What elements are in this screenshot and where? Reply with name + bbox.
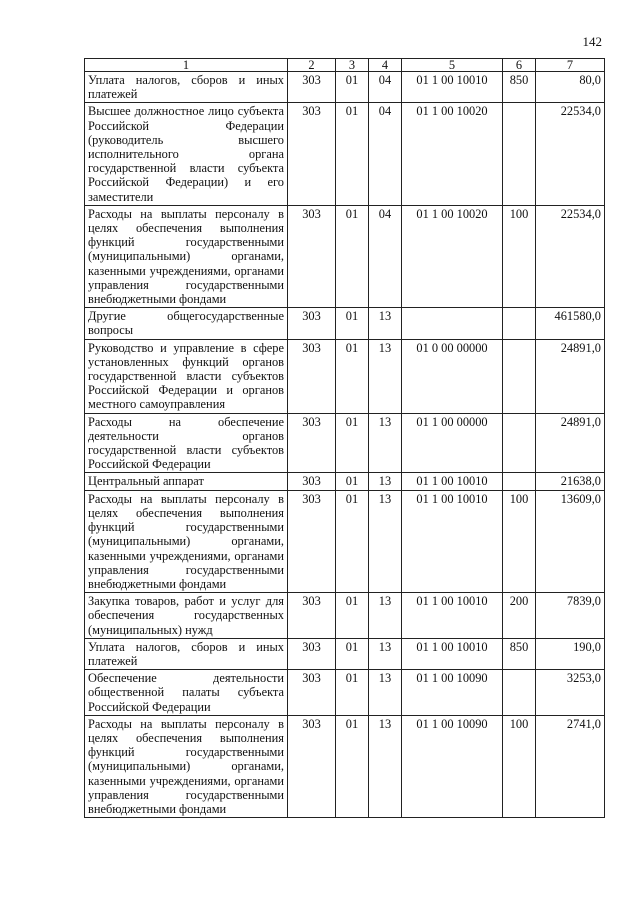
subsection-code-cell: 13 bbox=[369, 593, 402, 639]
subsection-code-cell: 13 bbox=[369, 413, 402, 473]
table-row bbox=[85, 103, 605, 205]
expense-name-cell: Другие общегосударственные вопросы bbox=[85, 308, 288, 339]
column-number-row bbox=[85, 59, 605, 72]
subsection-code-cell: 13 bbox=[369, 473, 402, 490]
amount-cell: 21638,0 bbox=[536, 473, 605, 490]
expense-type-cell: 850 bbox=[503, 638, 536, 669]
ministry-code-cell: 303 bbox=[288, 339, 336, 413]
ministry-code-cell: 303 bbox=[288, 473, 336, 490]
amount-cell: 24891,0 bbox=[536, 413, 605, 473]
section-code-cell: 01 bbox=[336, 308, 369, 339]
subsection-code-cell: 13 bbox=[369, 670, 402, 716]
amount-cell: 13609,0 bbox=[536, 490, 605, 592]
section-code-cell: 01 bbox=[336, 413, 369, 473]
target-article-cell: 01 1 00 10090 bbox=[402, 715, 503, 817]
expense-name-cell: Высшее должностное лицо субъекта Российской Федерации (руководитель высшего исполнительного органа государственной власти субъекта Российской Федерации) и его заместители bbox=[85, 103, 288, 205]
ministry-code-cell: 303 bbox=[288, 638, 336, 669]
target-article-cell: 01 1 00 10010 bbox=[402, 638, 503, 669]
ministry-code-cell: 303 bbox=[288, 490, 336, 592]
target-article-cell: 01 1 00 10010 bbox=[402, 593, 503, 639]
ministry-code-cell: 303 bbox=[288, 103, 336, 205]
section-code-cell: 01 bbox=[336, 638, 369, 669]
page-number: 142 bbox=[582, 34, 602, 49]
amount-cell: 461580,0 bbox=[536, 308, 605, 339]
expense-name-cell: Расходы на обеспечение деятельности органов государственной власти субъектов Российской Федерации bbox=[85, 413, 288, 473]
amount-cell: 190,0 bbox=[536, 638, 605, 669]
column-header: 2 bbox=[288, 59, 336, 72]
column-header: 4 bbox=[369, 59, 402, 72]
expense-type-cell bbox=[503, 670, 536, 716]
expense-name-cell: Расходы на выплаты персоналу в целях обеспечения выполнения функций государственными (муниципальными) органами, казенными учреждениями, органами управления государственными внебюджетными фондами bbox=[85, 205, 288, 307]
section-code-cell: 01 bbox=[336, 593, 369, 639]
table-row bbox=[85, 308, 605, 339]
subsection-code-cell: 04 bbox=[369, 205, 402, 307]
expense-name-cell: Расходы на выплаты персоналу в целях обеспечения выполнения функций государственными (муниципальными) органами, казенными учреждениями, органами управления государственными внебюджетными фондами bbox=[85, 490, 288, 592]
amount-cell: 3253,0 bbox=[536, 670, 605, 716]
table-row bbox=[85, 413, 605, 473]
table-row bbox=[85, 638, 605, 669]
ministry-code-cell: 303 bbox=[288, 715, 336, 817]
section-code-cell: 01 bbox=[336, 490, 369, 592]
section-code-cell: 01 bbox=[336, 715, 369, 817]
section-code-cell: 01 bbox=[336, 339, 369, 413]
column-header: 7 bbox=[536, 59, 605, 72]
ministry-code-cell: 303 bbox=[288, 308, 336, 339]
expense-type-cell bbox=[503, 473, 536, 490]
table-row bbox=[85, 339, 605, 413]
ministry-code-cell: 303 bbox=[288, 72, 336, 103]
ministry-code-cell: 303 bbox=[288, 670, 336, 716]
expense-name-cell: Закупка товаров, работ и услуг для обеспечения государственных (муниципальных) нужд bbox=[85, 593, 288, 639]
subsection-code-cell: 13 bbox=[369, 638, 402, 669]
amount-cell: 80,0 bbox=[536, 72, 605, 103]
subsection-code-cell: 13 bbox=[369, 308, 402, 339]
subsection-code-cell: 13 bbox=[369, 490, 402, 592]
ministry-code-cell: 303 bbox=[288, 413, 336, 473]
target-article-cell: 01 1 00 10010 bbox=[402, 490, 503, 592]
expense-name-cell: Центральный аппарат bbox=[85, 473, 288, 490]
table-row bbox=[85, 670, 605, 716]
expense-type-cell bbox=[503, 308, 536, 339]
section-code-cell: 01 bbox=[336, 205, 369, 307]
table-row bbox=[85, 593, 605, 639]
subsection-code-cell: 13 bbox=[369, 339, 402, 413]
ministry-code-cell: 303 bbox=[288, 593, 336, 639]
expense-name-cell: Уплата налогов, сборов и иных платежей bbox=[85, 638, 288, 669]
target-article-cell: 01 1 00 00000 bbox=[402, 413, 503, 473]
amount-cell: 24891,0 bbox=[536, 339, 605, 413]
expense-name-cell: Обеспечение деятельности общественной палаты субъекта Российской Федерации bbox=[85, 670, 288, 716]
target-article-cell: 01 1 00 10010 bbox=[402, 473, 503, 490]
target-article-cell: 01 1 00 10020 bbox=[402, 205, 503, 307]
expense-type-cell bbox=[503, 339, 536, 413]
subsection-code-cell: 04 bbox=[369, 72, 402, 103]
amount-cell: 22534,0 bbox=[536, 205, 605, 307]
subsection-code-cell: 04 bbox=[369, 103, 402, 205]
expense-type-cell: 850 bbox=[503, 72, 536, 103]
target-article-cell: 01 0 00 00000 bbox=[402, 339, 503, 413]
expense-type-cell: 100 bbox=[503, 715, 536, 817]
table-row bbox=[85, 715, 605, 817]
expense-type-cell: 100 bbox=[503, 490, 536, 592]
table-row bbox=[85, 72, 605, 103]
expense-type-cell: 100 bbox=[503, 205, 536, 307]
column-header: 6 bbox=[503, 59, 536, 72]
target-article-cell: 01 1 00 10020 bbox=[402, 103, 503, 205]
table-row bbox=[85, 490, 605, 592]
budget-table bbox=[84, 58, 605, 818]
amount-cell: 2741,0 bbox=[536, 715, 605, 817]
column-header: 1 bbox=[85, 59, 288, 72]
expense-type-cell bbox=[503, 413, 536, 473]
amount-cell: 7839,0 bbox=[536, 593, 605, 639]
expense-type-cell bbox=[503, 103, 536, 205]
expense-name-cell: Руководство и управление в сфере установленных функций органов государственной власти субъектов Российской Федерации и органов местного самоуправления bbox=[85, 339, 288, 413]
expense-name-cell: Уплата налогов, сборов и иных платежей bbox=[85, 72, 288, 103]
target-article-cell bbox=[402, 308, 503, 339]
target-article-cell: 01 1 00 10090 bbox=[402, 670, 503, 716]
expense-name-cell: Расходы на выплаты персоналу в целях обеспечения выполнения функций государственными (муниципальными) органами, казенными учреждениями, органами управления государственными внебюджетными фондами bbox=[85, 715, 288, 817]
column-header: 3 bbox=[336, 59, 369, 72]
target-article-cell: 01 1 00 10010 bbox=[402, 72, 503, 103]
section-code-cell: 01 bbox=[336, 72, 369, 103]
column-header: 5 bbox=[402, 59, 503, 72]
section-code-cell: 01 bbox=[336, 103, 369, 205]
amount-cell: 22534,0 bbox=[536, 103, 605, 205]
table-row bbox=[85, 473, 605, 490]
expense-type-cell: 200 bbox=[503, 593, 536, 639]
section-code-cell: 01 bbox=[336, 473, 369, 490]
subsection-code-cell: 13 bbox=[369, 715, 402, 817]
section-code-cell: 01 bbox=[336, 670, 369, 716]
table-row bbox=[85, 205, 605, 307]
ministry-code-cell: 303 bbox=[288, 205, 336, 307]
